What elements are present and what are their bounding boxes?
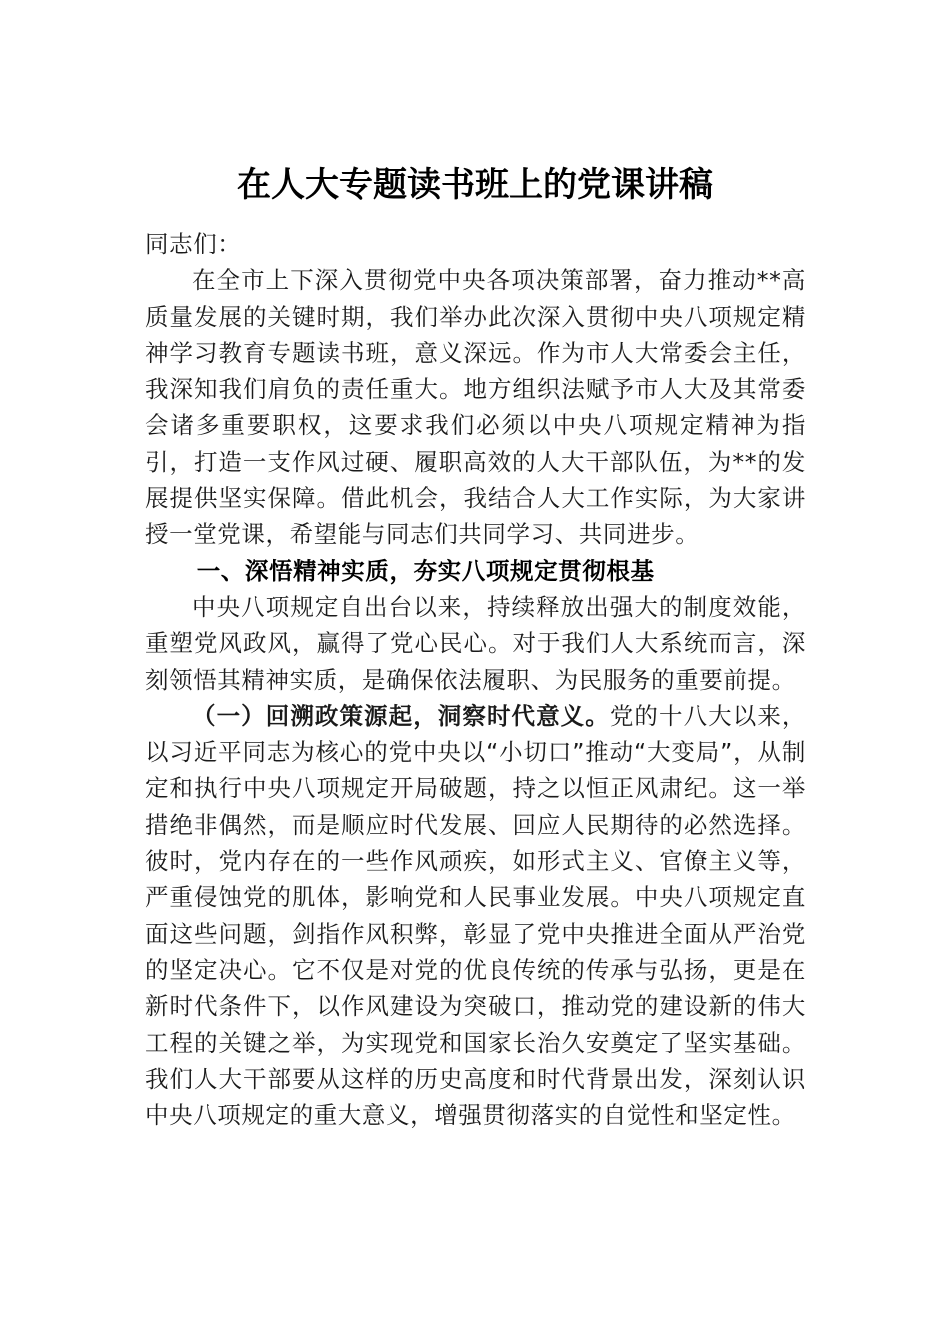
document-title: 在人大专题读书班上的党课讲稿 [237, 165, 713, 205]
subsection-one-heading: （一）回溯政策源起，洞察时代意义。 [192, 701, 610, 730]
subsection-one-text: 党的十八大以来，以习近平同志为核心的党中央以“小切口”推动“大变局”，从制定和执行中央八项规定开局破题，持之以恒正风肃纪。这一举措绝非偶然，而是顺应时代发展、回应人民期待的必然选择。彼时，党内存在的一些作风顽疾，如形式主义、官僚主义等，严重侵蚀党的肌体，影响党和人民事业发展。中央八项规定直面这些问题，剑指作风积弊，彰显了党中央推进全面从严治党的坚定决心。它不仅是对党的优良传统的传承与弘扬，更是在新时代条件下，以作风建设为突破口，推动党的建设新的伟大工程的关键之举，为实现党和国家长治久安奠定了坚实基础。我们人大干部要从这样的历史高度和时代背景出发，深刻认识中央八项规定的重大意义，增强贯彻落实的自觉性和坚定性。 [145, 701, 806, 1130]
document-body [145, 226, 806, 1133]
subsection-one-paragraph [145, 698, 806, 1134]
intro-paragraph: 在全市上下深入贯彻党中央各项决策部署，奋力推动**高质量发展的关键时期，我们举办此次深入贯彻中央八项规定精神学习教育专题读书班，意义深远。作为市人大常委会主任，我深知我们肩负的责任重大。地方组织法赋予市人大及其常委会诸多重要职权，这要求我们必须以中央八项规定精神为指引，打造一支作风过硬、履职高效的人大干部队伍，为**的发展提供坚实保障。借此机会，我结合人大工作实际，为大家讲授一堂党课，希望能与同志们共同学习、共同进步。 [145, 266, 806, 549]
section-one-paragraph: 中央八项规定自出台以来，持续释放出强大的制度效能，重塑党风政风，赢得了党心民心。对于我们人大系统而言，深刻领悟其精神实质，是确保依法履职、为民服务的重要前提。 [145, 592, 806, 694]
salutation: 同志们： [145, 230, 242, 258]
section-one-heading: 一、深悟精神实质，夯实八项规定贯彻根基 [196, 556, 655, 585]
